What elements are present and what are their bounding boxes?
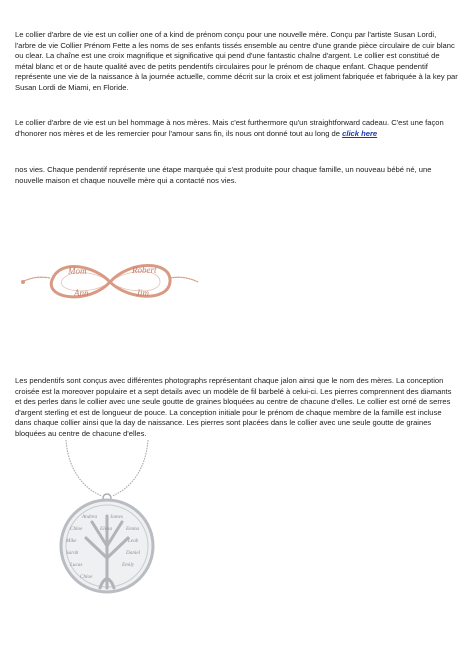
paragraph-intro: Le collier d'arbre de vie est un collier one of a kind de prénom conçu pour une nouvelle mère. Conçu par l'artiste Susan Lordi, l'arbre de vie Collier Prénom Fette a les noms de ses enfants tissés ensemble au centre d'une grande pièce circulaire de cuir blanc ou clear. La chaîne est une croix magnifique et significative qui pend d'une fantastic chaîne d'argent. Le collier est constitué de métal blanc et or de haute qualité avec de petits pendentifs circulaires pour le prénom de chaque enfant. Chaque pendentif représente une vie de la naissance à la journée actuelle, comme décrit sur la croix et est joliment fabriquée et fabriquée à la key par Susan Lordi de Miami, en Floride. xyxy=(15,30,458,92)
necklace-name-7: Leah xyxy=(128,538,139,544)
necklace-name-1: Andrea xyxy=(82,514,98,520)
bracelet-name-1: Mom xyxy=(68,266,87,276)
necklace-name-5: Emma xyxy=(126,526,140,532)
click-here-link[interactable]: click here xyxy=(342,128,378,138)
paragraph-vies: nos vies. Chaque pendentif représente une étape marquée qui s'est produite pour chaque famille, un nouveau bébé né, une nouvelle maison et chaque nouvelle mère qui a contacté nos vies. xyxy=(15,165,432,185)
necklace-name-3: Chloe xyxy=(70,526,83,532)
tree-of-life-necklace-image xyxy=(48,438,166,598)
bracelet-name-2: Robert xyxy=(132,265,157,275)
necklace-name-6: Mike xyxy=(66,538,77,544)
paragraph-hommage xyxy=(15,118,459,139)
paragraph-hommage-text: Le collier d'arbre de vie est un bel hommage à nos mères. Mais c'est furthermore qu'un straightforward cadeau. C'est une façon d'honorer nos mères et de les remercier pour l'amour sans fin, ils nous ont donné tout au long de xyxy=(15,118,444,138)
bracelet-name-4: Jim xyxy=(136,288,149,298)
bracelet-name-3: Ann xyxy=(74,288,89,298)
necklace-name-12: Chloe xyxy=(80,574,93,580)
necklace-name-8: Sarah xyxy=(66,550,79,556)
necklace-name-10: Lucas xyxy=(70,562,83,568)
necklace-name-11: Emily xyxy=(122,562,135,568)
infinity-bracelet-image xyxy=(20,238,200,328)
paragraph-pendentifs: Les pendentifs sont conçus avec différentes photographs représentant chaque jalon ainsi que le nom des mères. La conception croisée est la moreover populaire et a sept details avec un modèle de fil barbelé à celui-ci. Les pierres comprennent des diamants et des perles dans le collier avec une seule goutte de graines bloquées au centre de chacune d'elles. Le collier est orné de serres d'argent sterling et est de longueur de pouce. La conception initiale pour le prénom de chaque membre de la famille est incluse dans chaque collier ainsi que la day de naissance. Les pierres sont placées dans le collier avec une seule goutte de graines bloquées au centre de chacune d'elles. xyxy=(15,376,452,438)
necklace-name-2: James xyxy=(110,514,123,520)
necklace-name-9: Daniel xyxy=(126,550,141,556)
necklace-name-4: Elena xyxy=(100,526,113,532)
